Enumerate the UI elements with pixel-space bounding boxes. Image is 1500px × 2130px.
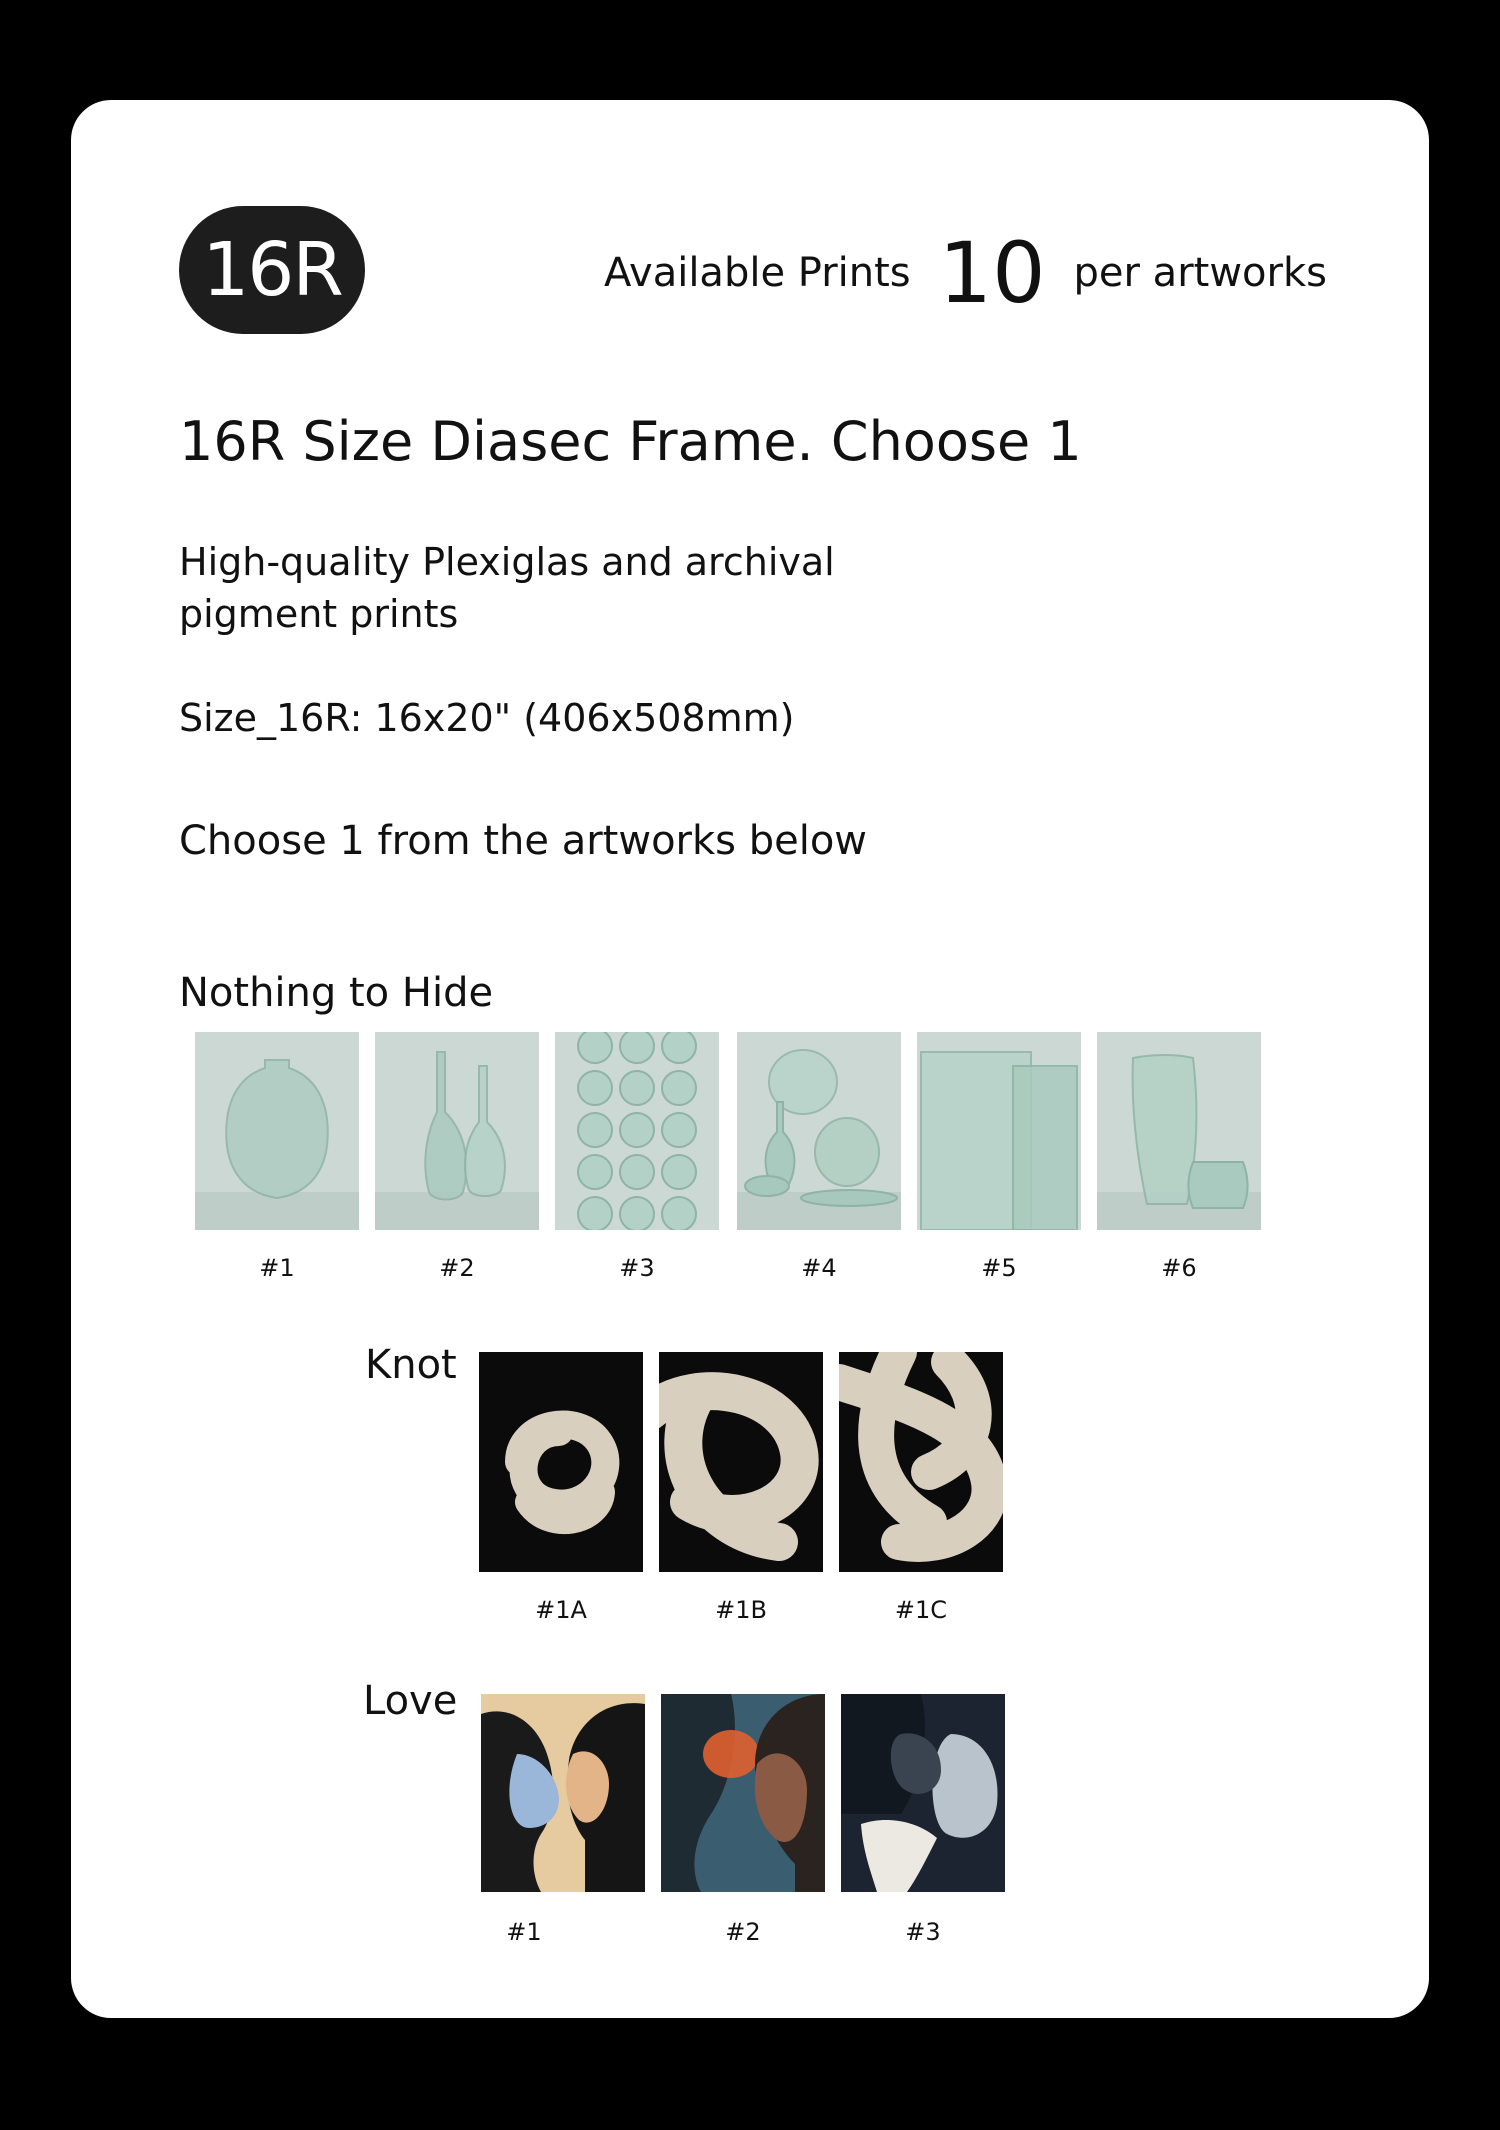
glass-bottles-image bbox=[375, 1032, 539, 1230]
knot-sculpture-image bbox=[839, 1352, 1003, 1572]
portrait-couple-image bbox=[661, 1694, 825, 1892]
artwork-caption: #4 bbox=[801, 1254, 837, 1282]
artwork-caption: #3 bbox=[905, 1918, 941, 1946]
artwork-caption: #1C bbox=[894, 1596, 948, 1624]
glass-beakers-image bbox=[917, 1032, 1081, 1230]
artwork-caption: #3 bbox=[619, 1254, 655, 1282]
portrait-couple-image bbox=[841, 1694, 1005, 1892]
artwork-caption: #2 bbox=[725, 1918, 761, 1946]
artwork-nothing-to-hide-3[interactable] bbox=[555, 1032, 719, 1230]
artwork-knot-1a[interactable] bbox=[479, 1352, 643, 1572]
available-prints-suffix: per artworks bbox=[1073, 250, 1327, 296]
artwork-caption: #6 bbox=[1161, 1254, 1197, 1282]
artwork-nothing-to-hide-4[interactable] bbox=[737, 1032, 901, 1230]
artwork-nothing-to-hide-1[interactable] bbox=[195, 1032, 359, 1230]
knot-sculpture-image bbox=[479, 1352, 643, 1572]
artwork-knot-1c[interactable] bbox=[839, 1352, 1003, 1572]
group-title-love: Love bbox=[363, 1678, 458, 1724]
artwork-caption: #1B bbox=[715, 1596, 767, 1624]
product-card bbox=[71, 100, 1429, 2018]
artwork-caption: #1 bbox=[259, 1254, 295, 1282]
glass-set-image bbox=[737, 1032, 901, 1230]
group-title-nothing-to-hide: Nothing to Hide bbox=[179, 970, 494, 1016]
knot-sculpture-image bbox=[659, 1352, 823, 1572]
artwork-caption: #2 bbox=[439, 1254, 475, 1282]
glass-vase-image bbox=[195, 1032, 359, 1230]
artwork-nothing-to-hide-5[interactable] bbox=[917, 1032, 1081, 1230]
artwork-nothing-to-hide-6[interactable] bbox=[1097, 1032, 1261, 1230]
portrait-couple-image bbox=[481, 1694, 645, 1892]
product-description: High-quality Plexiglas and archival pigment prints bbox=[179, 540, 835, 636]
choose-instruction: Choose 1 from the artworks below bbox=[179, 818, 868, 864]
artwork-caption: #1 bbox=[506, 1918, 542, 1946]
artwork-nothing-to-hide-2[interactable] bbox=[375, 1032, 539, 1230]
product-title: 16R Size Diasec Frame. Choose 1 bbox=[179, 410, 1082, 473]
glass-vessels-image bbox=[1097, 1032, 1261, 1230]
artwork-love-1[interactable] bbox=[481, 1694, 645, 1892]
artwork-love-3[interactable] bbox=[841, 1694, 1005, 1892]
artwork-love-2[interactable] bbox=[661, 1694, 825, 1892]
available-prints-label: Available Prints bbox=[604, 250, 911, 296]
available-prints-count: 10 bbox=[938, 224, 1046, 322]
size-spec: Size_16R: 16x20" (406x508mm) bbox=[179, 696, 795, 740]
glass-spheres-image bbox=[555, 1032, 719, 1230]
group-title-knot: Knot bbox=[365, 1342, 457, 1388]
available-prints bbox=[604, 218, 1384, 328]
size-badge: 16R bbox=[179, 206, 365, 334]
artwork-caption: #1A bbox=[535, 1596, 587, 1624]
artwork-caption: #5 bbox=[981, 1254, 1017, 1282]
artwork-knot-1b[interactable] bbox=[659, 1352, 823, 1572]
